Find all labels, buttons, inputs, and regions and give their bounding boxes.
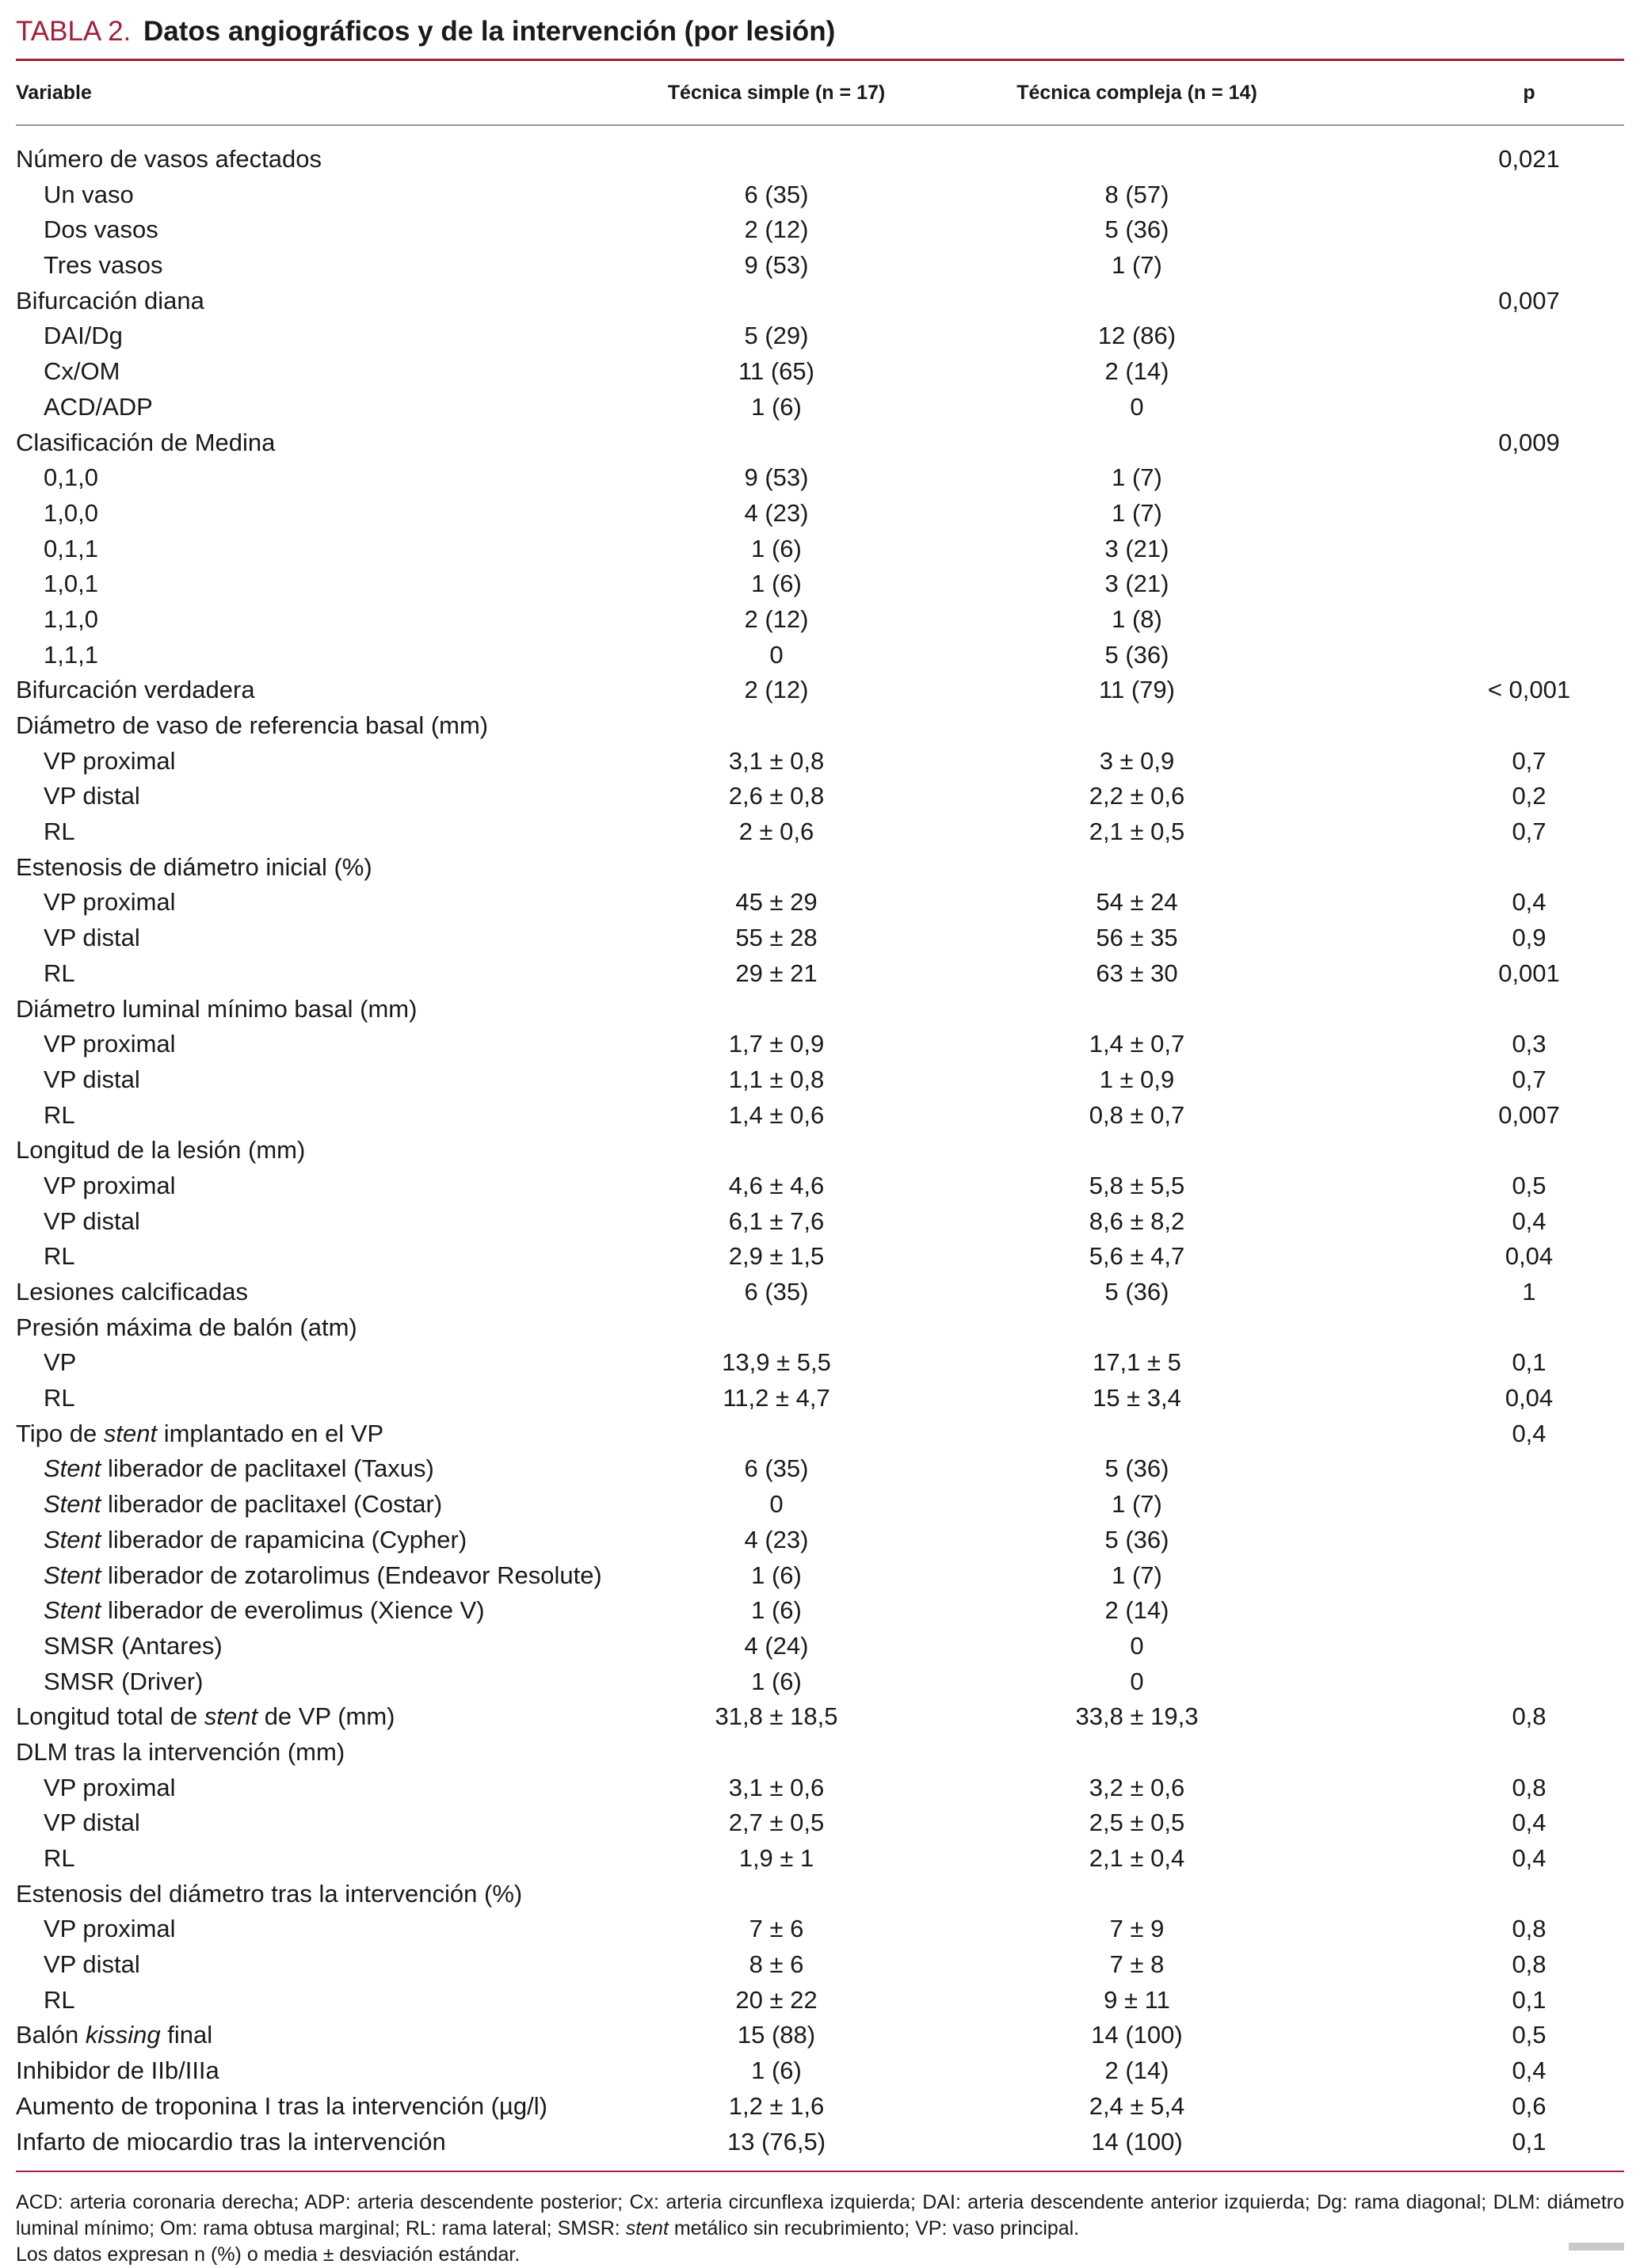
cell-simple: 8 ± 6 xyxy=(749,1950,804,1979)
cell-simple: 29 ± 21 xyxy=(735,959,818,987)
cell-variable: Dos vasos xyxy=(44,215,158,244)
table-subrow xyxy=(16,814,1624,850)
table-subrow xyxy=(16,885,1624,921)
cell-compleja: 0,8 ± 0,7 xyxy=(1089,1100,1185,1129)
cell-variable: VP distal xyxy=(44,782,140,810)
cell-compleja: 7 ± 8 xyxy=(1109,1950,1165,1979)
cell-variable: Un vaso xyxy=(44,180,134,208)
table-title xyxy=(16,14,1624,49)
cell-variable: RL xyxy=(44,1985,75,2014)
cell-variable: VP proximal xyxy=(44,888,176,917)
table-body xyxy=(16,126,1624,2171)
cell-compleja: 63 ± 30 xyxy=(1096,959,1178,987)
cell-variable: VP distal xyxy=(44,1065,140,1093)
cell-compleja: 12 (86) xyxy=(1097,322,1177,350)
cell-variable: SMSR (Driver) xyxy=(44,1667,204,1695)
cell-compleja: 7 ± 9 xyxy=(1109,1915,1165,1943)
cell-variable: VP proximal xyxy=(44,1773,176,1801)
cell-p: 0,4 xyxy=(1512,2056,1547,2085)
cell-p: 0,007 xyxy=(1498,286,1560,314)
cell-compleja: 1 (7) xyxy=(1112,498,1162,527)
header-simple: Técnica simple (n = 17) xyxy=(667,82,886,104)
cell-compleja: 2,1 ± 0,5 xyxy=(1089,818,1185,846)
cell-simple: 2 (12) xyxy=(744,676,809,704)
cell-simple: 13 (76,5) xyxy=(727,2127,826,2156)
cell-variable: RL xyxy=(44,818,75,846)
cell-p: 0,4 xyxy=(1512,888,1547,917)
cell-compleja: 5 (36) xyxy=(1104,1454,1169,1483)
cell-p: 0,1 xyxy=(1512,1985,1547,2014)
cell-p: 0,1 xyxy=(1512,2127,1547,2156)
cell-simple: 0 xyxy=(769,1490,784,1519)
cell-variable: VP proximal xyxy=(44,1030,176,1058)
table-subrow xyxy=(16,1062,1624,1098)
cell-compleja: 8 (57) xyxy=(1104,180,1169,208)
table-subrow xyxy=(16,1593,1624,1629)
table-row xyxy=(16,1877,1624,1912)
cell-simple: 4 (23) xyxy=(744,498,809,527)
cell-simple: 2 (12) xyxy=(744,215,809,244)
cell-simple: 2,9 ± 1,5 xyxy=(728,1242,825,1271)
table-header xyxy=(16,61,1624,124)
cell-simple: 31,8 ± 18,5 xyxy=(715,1702,838,1731)
cell-variable: Stent liberador de everolimus (Xience V) xyxy=(44,1596,485,1625)
cell-p: 0,7 xyxy=(1512,818,1547,846)
cell-variable: Número de vasos afectados xyxy=(16,145,322,173)
table-row xyxy=(16,1275,1624,1310)
table-row xyxy=(16,142,1624,177)
cell-p: 0,4 xyxy=(1512,1206,1547,1235)
cell-variable: VP xyxy=(44,1348,77,1377)
cell-p: 0,6 xyxy=(1512,2091,1547,2120)
cell-variable: RL xyxy=(44,959,75,987)
cell-variable: RL xyxy=(44,1844,75,1872)
cell-variable: SMSR (Antares) xyxy=(44,1631,223,1660)
cell-compleja: 1 (7) xyxy=(1112,1490,1162,1519)
cell-p: 0,7 xyxy=(1512,746,1547,775)
cell-variable: Stent liberador de zotarolimus (Endeavor Resolute) xyxy=(44,1561,602,1589)
table-footnote xyxy=(16,2190,1624,2268)
table-subrow xyxy=(16,1912,1624,1947)
cell-simple: 4 (23) xyxy=(744,1525,809,1553)
cell-variable: VP distal xyxy=(44,924,140,952)
cell-variable: Tres vasos xyxy=(44,251,163,280)
table-subrow xyxy=(16,1345,1624,1381)
table-subrow xyxy=(16,921,1624,956)
cell-variable: Bifurcación diana xyxy=(16,286,204,314)
cell-variable: Balón kissing final xyxy=(16,2021,213,2049)
cell-p: 0,3 xyxy=(1512,1030,1547,1058)
table-row xyxy=(16,992,1624,1027)
table-subrow xyxy=(16,1381,1624,1416)
cell-simple: 2,6 ± 0,8 xyxy=(728,782,825,810)
table-row xyxy=(16,2018,1624,2053)
table-row xyxy=(16,2053,1624,2089)
cell-variable: 1,1,0 xyxy=(44,604,98,633)
table-subrow xyxy=(16,566,1624,602)
cell-variable: RL xyxy=(44,1242,75,1271)
cell-variable: ACD/ADP xyxy=(44,392,153,421)
cell-variable: 1,0,0 xyxy=(44,498,98,527)
cell-simple: 2 ± 0,6 xyxy=(738,818,814,846)
table-subrow xyxy=(16,177,1624,213)
cell-variable: Lesiones calcificadas xyxy=(16,1278,248,1306)
cell-compleja: 8,6 ± 8,2 xyxy=(1089,1206,1185,1235)
table-label: TABLA 2. xyxy=(16,16,132,47)
cell-compleja: 1 (7) xyxy=(1112,251,1162,280)
cell-simple: 0 xyxy=(769,640,784,669)
table-subrow xyxy=(16,602,1624,638)
cell-variable: Estenosis del diámetro tras la intervención (%) xyxy=(16,1879,523,1908)
cell-variable: Diámetro de vaso de referencia basal (mm) xyxy=(16,711,489,739)
cell-compleja: 0 xyxy=(1130,1667,1144,1695)
cell-p: 0,8 xyxy=(1512,1950,1547,1979)
footnote-note: Los datos expresan n (%) o media ± desviación estándar. xyxy=(16,2243,521,2266)
cell-compleja: 0 xyxy=(1130,1631,1144,1660)
cell-variable: Infarto de miocardio tras la intervención xyxy=(16,2127,446,2156)
cell-simple: 11 (65) xyxy=(738,357,814,386)
cell-p: 0,4 xyxy=(1512,1844,1547,1872)
page-number-fragment xyxy=(1569,2243,1624,2251)
cell-variable: Inhibidor de IIb/IIIa xyxy=(16,2056,219,2085)
table-row xyxy=(16,1416,1624,1452)
cell-simple: 15 (88) xyxy=(737,2021,816,2049)
cell-simple: 45 ± 29 xyxy=(735,888,818,917)
cell-compleja: 2,4 ± 5,4 xyxy=(1089,2091,1185,2120)
table-row xyxy=(16,284,1624,319)
cell-simple: 9 (53) xyxy=(744,251,809,280)
header-compleja: Técnica compleja (n = 14) xyxy=(1016,82,1257,104)
cell-simple: 4,6 ± 4,6 xyxy=(728,1171,825,1199)
cell-p: 0,8 xyxy=(1512,1915,1547,1943)
cell-variable: Stent liberador de paclitaxel (Costar) xyxy=(44,1490,443,1519)
cell-compleja: 11 (79) xyxy=(1099,676,1175,704)
cell-p: 0,8 xyxy=(1512,1702,1547,1731)
cell-simple: 13,9 ± 5,5 xyxy=(722,1348,831,1377)
cell-p: 0,04 xyxy=(1505,1242,1554,1271)
cell-variable: VP proximal xyxy=(44,1171,176,1199)
cell-simple: 3,1 ± 0,8 xyxy=(728,746,825,775)
table-subrow xyxy=(16,1168,1624,1204)
cell-variable: Estenosis de diámetro inicial (%) xyxy=(16,852,372,881)
cell-variable: 1,1,1 xyxy=(44,640,98,669)
cell-compleja: 1,4 ± 0,7 xyxy=(1089,1030,1185,1058)
cell-variable: VP proximal xyxy=(44,1915,176,1943)
cell-variable: Tipo de stent implantado en el VP xyxy=(16,1419,384,1447)
cell-compleja: 17,1 ± 5 xyxy=(1093,1348,1181,1377)
cell-compleja: 5,6 ± 4,7 xyxy=(1089,1242,1185,1271)
header-p: p xyxy=(1523,82,1535,104)
cell-variable: Diámetro luminal mínimo basal (mm) xyxy=(16,994,418,1023)
cell-simple: 1 (6) xyxy=(751,1596,802,1625)
table-subrow xyxy=(16,1523,1624,1558)
cell-compleja: 33,8 ± 19,3 xyxy=(1075,1702,1199,1731)
cell-variable: VP distal xyxy=(44,1206,140,1235)
cell-p: 0,2 xyxy=(1512,782,1547,810)
cell-simple: 3,1 ± 0,6 xyxy=(728,1773,825,1801)
cell-compleja: 3,2 ± 0,6 xyxy=(1089,1773,1185,1801)
cell-compleja: 14 (100) xyxy=(1091,2127,1183,2156)
cell-p: 0,5 xyxy=(1512,2021,1547,2049)
cell-simple: 1,7 ± 0,9 xyxy=(728,1030,825,1058)
cell-simple: 1,1 ± 0,8 xyxy=(728,1065,825,1093)
cell-compleja: 1 ± 0,9 xyxy=(1099,1065,1175,1093)
cell-p: 0,5 xyxy=(1512,1171,1547,1199)
table-subrow xyxy=(16,956,1624,992)
cell-variable: Presión máxima de balón (atm) xyxy=(16,1313,357,1341)
cell-compleja: 3 ± 0,9 xyxy=(1099,746,1175,775)
cell-variable: Stent liberador de rapamicina (Cypher) xyxy=(44,1525,467,1553)
table-row xyxy=(16,708,1624,744)
cell-variable: Stent liberador de paclitaxel (Taxus) xyxy=(44,1454,434,1483)
table-subrow xyxy=(16,318,1624,354)
cell-compleja: 1 (8) xyxy=(1112,604,1162,633)
table-row xyxy=(16,673,1624,708)
cell-compleja: 56 ± 35 xyxy=(1096,924,1178,952)
cell-p: < 0,001 xyxy=(1487,676,1571,704)
cell-simple: 6 (35) xyxy=(744,1454,809,1483)
table-subrow xyxy=(16,1771,1624,1806)
table-subrow xyxy=(16,1983,1624,2018)
cell-simple: 1 (6) xyxy=(751,2056,802,2085)
cell-variable: Aumento de troponina I tras la intervención (µg/l) xyxy=(16,2091,547,2120)
cell-variable: 0,1,1 xyxy=(44,534,98,562)
table-row xyxy=(16,1699,1624,1735)
table-subrow xyxy=(16,1629,1624,1664)
table-row xyxy=(16,1735,1624,1771)
cell-p: 0,9 xyxy=(1512,924,1547,952)
table-subrow xyxy=(16,779,1624,814)
cell-compleja: 0 xyxy=(1130,392,1144,421)
cell-variable: DAI/Dg xyxy=(44,322,123,350)
cell-variable: Longitud de la lesión (mm) xyxy=(16,1136,306,1164)
table-subrow xyxy=(16,744,1624,780)
cell-variable: VP distal xyxy=(44,1950,140,1979)
cell-compleja: 5 (36) xyxy=(1104,1278,1169,1306)
table-subrow xyxy=(16,1027,1624,1062)
cell-compleja: 1 (7) xyxy=(1112,1561,1162,1589)
cell-compleja: 3 (21) xyxy=(1104,534,1169,562)
footnote-abbreviations: ACD: arteria coronaria derecha; ADP: arteria descendente posterior; Cx: arteria circunflexa izquierda; DAI: arteria descendente anterior izquierda; Dg: rama diagonal; DLM: diámetro luminal mínimo; Om: rama obtusa marginal; RL: rama lateral; SMSR: stent metálico sin recubrimiento; VP: vaso principal. xyxy=(16,2191,1624,2240)
cell-simple: 6 (35) xyxy=(744,180,809,208)
cell-simple: 5 (29) xyxy=(744,322,809,350)
table-subrow xyxy=(16,532,1624,567)
table-subrow xyxy=(16,1487,1624,1523)
cell-compleja: 2 (14) xyxy=(1104,2056,1169,2085)
bottom-rule xyxy=(16,2171,1624,2172)
cell-simple: 55 ± 28 xyxy=(735,924,818,952)
cell-compleja: 5 (36) xyxy=(1104,215,1169,244)
cell-variable: Cx/OM xyxy=(44,357,120,386)
cell-simple: 1 (6) xyxy=(751,570,802,598)
table-subrow xyxy=(16,1239,1624,1275)
cell-p: 0,007 xyxy=(1498,1100,1560,1129)
table-figure xyxy=(16,0,1624,2268)
cell-p: 0,021 xyxy=(1498,145,1560,173)
cell-simple: 2 (12) xyxy=(744,604,809,633)
cell-compleja: 14 (100) xyxy=(1091,2021,1183,2049)
table-subrow xyxy=(16,1451,1624,1487)
cell-compleja: 2,1 ± 0,4 xyxy=(1089,1844,1185,1872)
cell-variable: VP distal xyxy=(44,1809,140,1837)
table-row xyxy=(16,2125,1624,2160)
table-row xyxy=(16,850,1624,886)
cell-p: 0,001 xyxy=(1498,959,1560,987)
cell-simple: 2,7 ± 0,5 xyxy=(728,1809,825,1837)
table-row xyxy=(16,425,1624,461)
cell-compleja: 1 (7) xyxy=(1112,463,1162,492)
cell-variable: RL xyxy=(44,1384,75,1412)
table-subrow xyxy=(16,1098,1624,1134)
table-caption: Datos angiográficos y de la intervención (por lesión) xyxy=(143,16,836,47)
cell-simple: 6,1 ± 7,6 xyxy=(728,1206,825,1235)
cell-variable: RL xyxy=(44,1100,75,1129)
cell-simple: 9 (53) xyxy=(744,463,809,492)
table-row xyxy=(16,2089,1624,2125)
table-subrow xyxy=(16,1204,1624,1240)
table-subrow xyxy=(16,248,1624,284)
cell-compleja: 5 (36) xyxy=(1104,1525,1169,1553)
cell-p: 1 xyxy=(1522,1278,1536,1306)
cell-compleja: 3 (21) xyxy=(1104,570,1169,598)
cell-p: 0,009 xyxy=(1498,428,1560,456)
table-subrow xyxy=(16,460,1624,496)
cell-compleja: 5 (36) xyxy=(1104,640,1169,669)
table-subrow xyxy=(16,1805,1624,1841)
cell-simple: 1 (6) xyxy=(751,392,802,421)
cell-variable: 1,0,1 xyxy=(44,570,98,598)
table-subrow xyxy=(16,1558,1624,1594)
cell-p: 0,7 xyxy=(1512,1065,1547,1093)
table-subrow xyxy=(16,1841,1624,1877)
cell-simple: 6 (35) xyxy=(744,1278,809,1306)
cell-compleja: 54 ± 24 xyxy=(1096,888,1178,917)
cell-simple: 1 (6) xyxy=(751,1561,802,1589)
table-subrow xyxy=(16,638,1624,673)
cell-p: 0,8 xyxy=(1512,1773,1547,1801)
cell-simple: 7 ± 6 xyxy=(749,1915,804,1943)
cell-compleja: 2 (14) xyxy=(1104,1596,1169,1625)
cell-compleja: 5,8 ± 5,5 xyxy=(1089,1171,1185,1199)
cell-simple: 1,4 ± 0,6 xyxy=(728,1100,825,1129)
table-subrow xyxy=(16,496,1624,532)
cell-p: 0,04 xyxy=(1505,1384,1554,1412)
cell-p: 0,1 xyxy=(1512,1348,1547,1377)
cell-variable: Longitud total de stent de VP (mm) xyxy=(16,1702,395,1731)
table-subrow xyxy=(16,390,1624,425)
cell-simple: 1,9 ± 1 xyxy=(738,1844,814,1872)
cell-variable: Clasificación de Medina xyxy=(16,428,276,456)
cell-variable: 0,1,0 xyxy=(44,463,98,492)
cell-p: 0,4 xyxy=(1512,1809,1547,1837)
cell-compleja: 2,2 ± 0,6 xyxy=(1089,782,1185,810)
header-variable: Variable xyxy=(16,82,92,104)
cell-compleja: 2 (14) xyxy=(1104,357,1169,386)
cell-simple: 4 (24) xyxy=(744,1631,809,1660)
cell-variable: Bifurcación verdadera xyxy=(16,676,255,704)
cell-simple: 11,2 ± 4,7 xyxy=(723,1384,830,1412)
cell-compleja: 2,5 ± 0,5 xyxy=(1089,1809,1185,1837)
cell-compleja: 15 ± 3,4 xyxy=(1093,1384,1181,1412)
table-row xyxy=(16,1133,1624,1168)
cell-simple: 1 (6) xyxy=(751,534,802,562)
cell-p: 0,4 xyxy=(1512,1419,1547,1447)
cell-variable: DLM tras la intervención (mm) xyxy=(16,1737,345,1766)
cell-simple: 1,2 ± 1,6 xyxy=(728,2091,825,2120)
table-subrow xyxy=(16,1947,1624,1983)
cell-simple: 1 (6) xyxy=(751,1667,802,1695)
cell-compleja: 9 ± 11 xyxy=(1104,1985,1170,2014)
cell-variable: VP proximal xyxy=(44,746,176,775)
table-subrow xyxy=(16,1664,1624,1700)
table-subrow xyxy=(16,212,1624,248)
table-row xyxy=(16,1310,1624,1346)
table-subrow xyxy=(16,354,1624,390)
cell-simple: 20 ± 22 xyxy=(735,1985,818,2014)
